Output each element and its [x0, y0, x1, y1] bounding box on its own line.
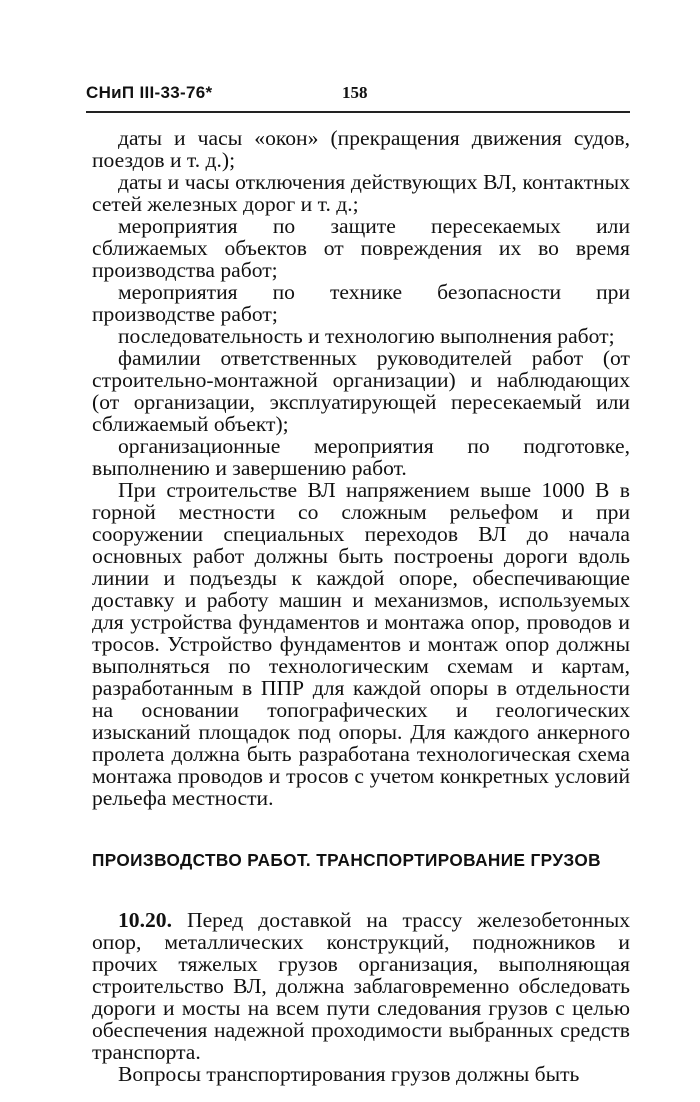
clause-text: Перед доставкой на трассу железобетонных опор, металлических конструкций, подножников и прочих тяжелых грузов организация, выполняющая строительство ВЛ, должна заблаговременно обследовать дороги и мосты на всем пути следования грузов с целью обеспечения надежной проходимости выбранных средств транспорта. — [92, 908, 630, 1064]
list-item: даты и часы отключения действующих ВЛ, контактных сетей железных дорог и т. д.; — [92, 170, 630, 216]
header-rule — [86, 111, 630, 113]
list-item: последовательность и технологию выполнения работ; — [118, 324, 615, 348]
list-item: мероприятия по технике безопасности при производстве работ; — [92, 280, 630, 326]
clause-10-20 — [92, 909, 630, 1063]
list-item: организационные мероприятия по подготовке, выполнению и завершению работ. — [92, 434, 630, 480]
page-body — [92, 127, 630, 1085]
paragraph-transport-questions: Вопросы транспортирования грузов должны быть — [118, 1062, 580, 1086]
page-number: 158 — [342, 83, 368, 102]
section-heading: ПРОИЗВОДСТВО РАБОТ. ТРАНСПОРТИРОВАНИЕ ГРУЗОВ — [92, 850, 601, 870]
clause-number: 10.20. — [118, 908, 172, 932]
list-item: даты и часы «окон» (прекращения движения судов, поездов и т. д.); — [92, 126, 630, 172]
document-code: СНиП III-33-76* — [86, 83, 213, 102]
page-header — [86, 83, 626, 113]
list-item: мероприятия по защите пересекаемых или сближаемых объектов от повреждения их во время производства работ; — [92, 214, 630, 282]
paragraph-mountain-construction: При строительстве ВЛ напряжением выше 1000 В в горной местности со сложным рельефом и при сооружении специальных переходов ВЛ до начала основных работ должны быть построены дороги вдоль линии и подъезды к каждой опоре, обеспечивающие доставку и работу машин и механизмов, используемых для устройства фундаментов и монтажа опор, проводов и тросов. Устройство фундаментов и монтаж опор должны выполняться по технологическим схемам и картам, разработанным в ППР для каждой опоры в отдельности на основании топографических и геологических изысканий площадок под опоры. Для каждого анкерного пролета должна быть разработана технологическая схема монтажа проводов и тросов с учетом конкретных условий рельефа местности. — [92, 478, 630, 810]
list-item: фамилии ответственных руководителей работ (от строительно-монтажной организации) и наблюдающих (от организации, эксплуатирующей пересекаемый или сближаемый объект); — [92, 346, 630, 436]
